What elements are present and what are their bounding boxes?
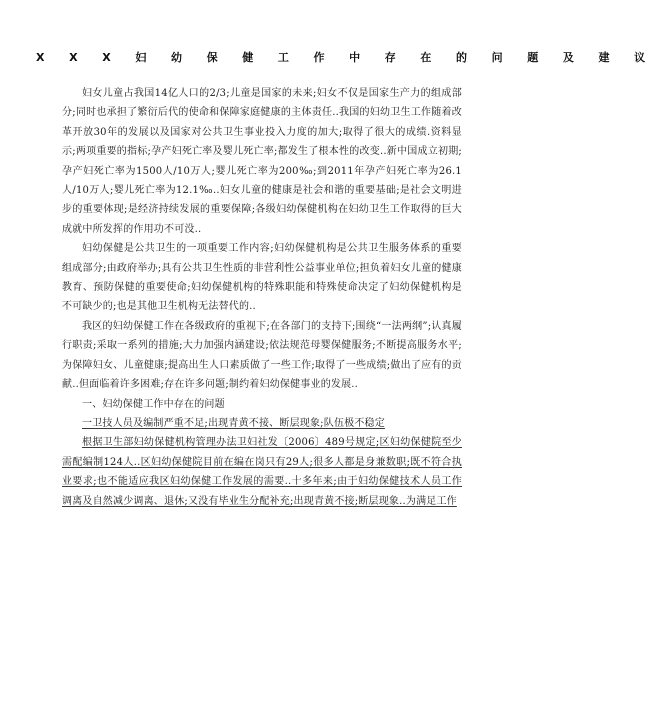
paragraph-intro: 妇女儿童占我国14亿人口的2/3;儿童是国家的未来;妇女不仅是国家生产力的组成部分;同时也承担了繁衍后代的使命和保障家庭健康的主体责任..我国的妇幼卫生工作随着改革开放30年的发展以及国家对公共卫生事业投入力度的加大;取得了很大的成绩.资料显示;两项重要的指标;孕产妇死亡率及婴儿死亡率;都发生了根本性的改变..新中国成立初期;孕产妇死亡率为1500人/10万人;婴儿死亡率为200‰;到2011年孕产妇死亡率为26.1人/10万人;婴儿死亡率为12.1‰..妇女儿童的健康是社会和谐的重要基础;是社会文明进步的重要体现;是经济持续发展的重要保障;各级妇幼保健机构在妇幼卫生工作取得的巨大成就中所发挥的作用功不可没.. [62, 88, 462, 235]
document-body [62, 84, 462, 511]
paragraph-mch-role: 妇幼保健是公共卫生的一项重要工作内容;妇幼保健机构是公共卫生服务体系的重要组成部分;由政府举办;具有公共卫生性质的非营利性公益事业单位;担负着妇女儿童的健康教育、预防保健的重要使命;妇幼保健机构的特殊职能和特殊使命决定了妇幼保健机构是不可缺少的;也是其他卫生机构无法替代的.. [62, 243, 462, 313]
section-heading-problems: 一、妇幼保健工作中存在的问题 [82, 398, 225, 410]
subheading-text: 一卫技人员及编制严重不足;出现青黄不接、断层现象;队伍极不稳定 [82, 417, 385, 429]
paragraph-district-work: 我区的妇幼保健工作在各级政府的重视下;在各部门的支持下;围绕“一法两纲”;认真履行职责;采取一系列的措施;大力加强内涵建设;依法规范母婴保健服务;不断提高服务水平;为保障妇女、儿童健康;提高出生人口素质做了一些工作;取得了一些成绩;做出了应有的贡献..但面临着许多困难;存在许多问题;制约着妇幼保健事业的发展.. [62, 320, 462, 391]
subheading-staff-shortage [62, 414, 462, 433]
document-title: X X X 妇 幼 保 健 工 作 中 存 在 的 问 题 及 建 议 [36, 51, 656, 64]
paragraph-staffing-details: 根据卫生部妇幼保健机构管理办法卫妇社发〔2006〕489号规定;区妇幼保健院至少需配编制124人..区妇幼保健院目前在编在岗只有29人;很多人都是身兼数职;既不符合执业要求;也不能适应我区妇幼保健工作发展的需要..十多年来;由于妇幼保健技术人员工作调离及自然减少调离、退休;又没有毕业生分配补充;出现青黄不接;断层现象..为满足工作 [62, 437, 462, 507]
